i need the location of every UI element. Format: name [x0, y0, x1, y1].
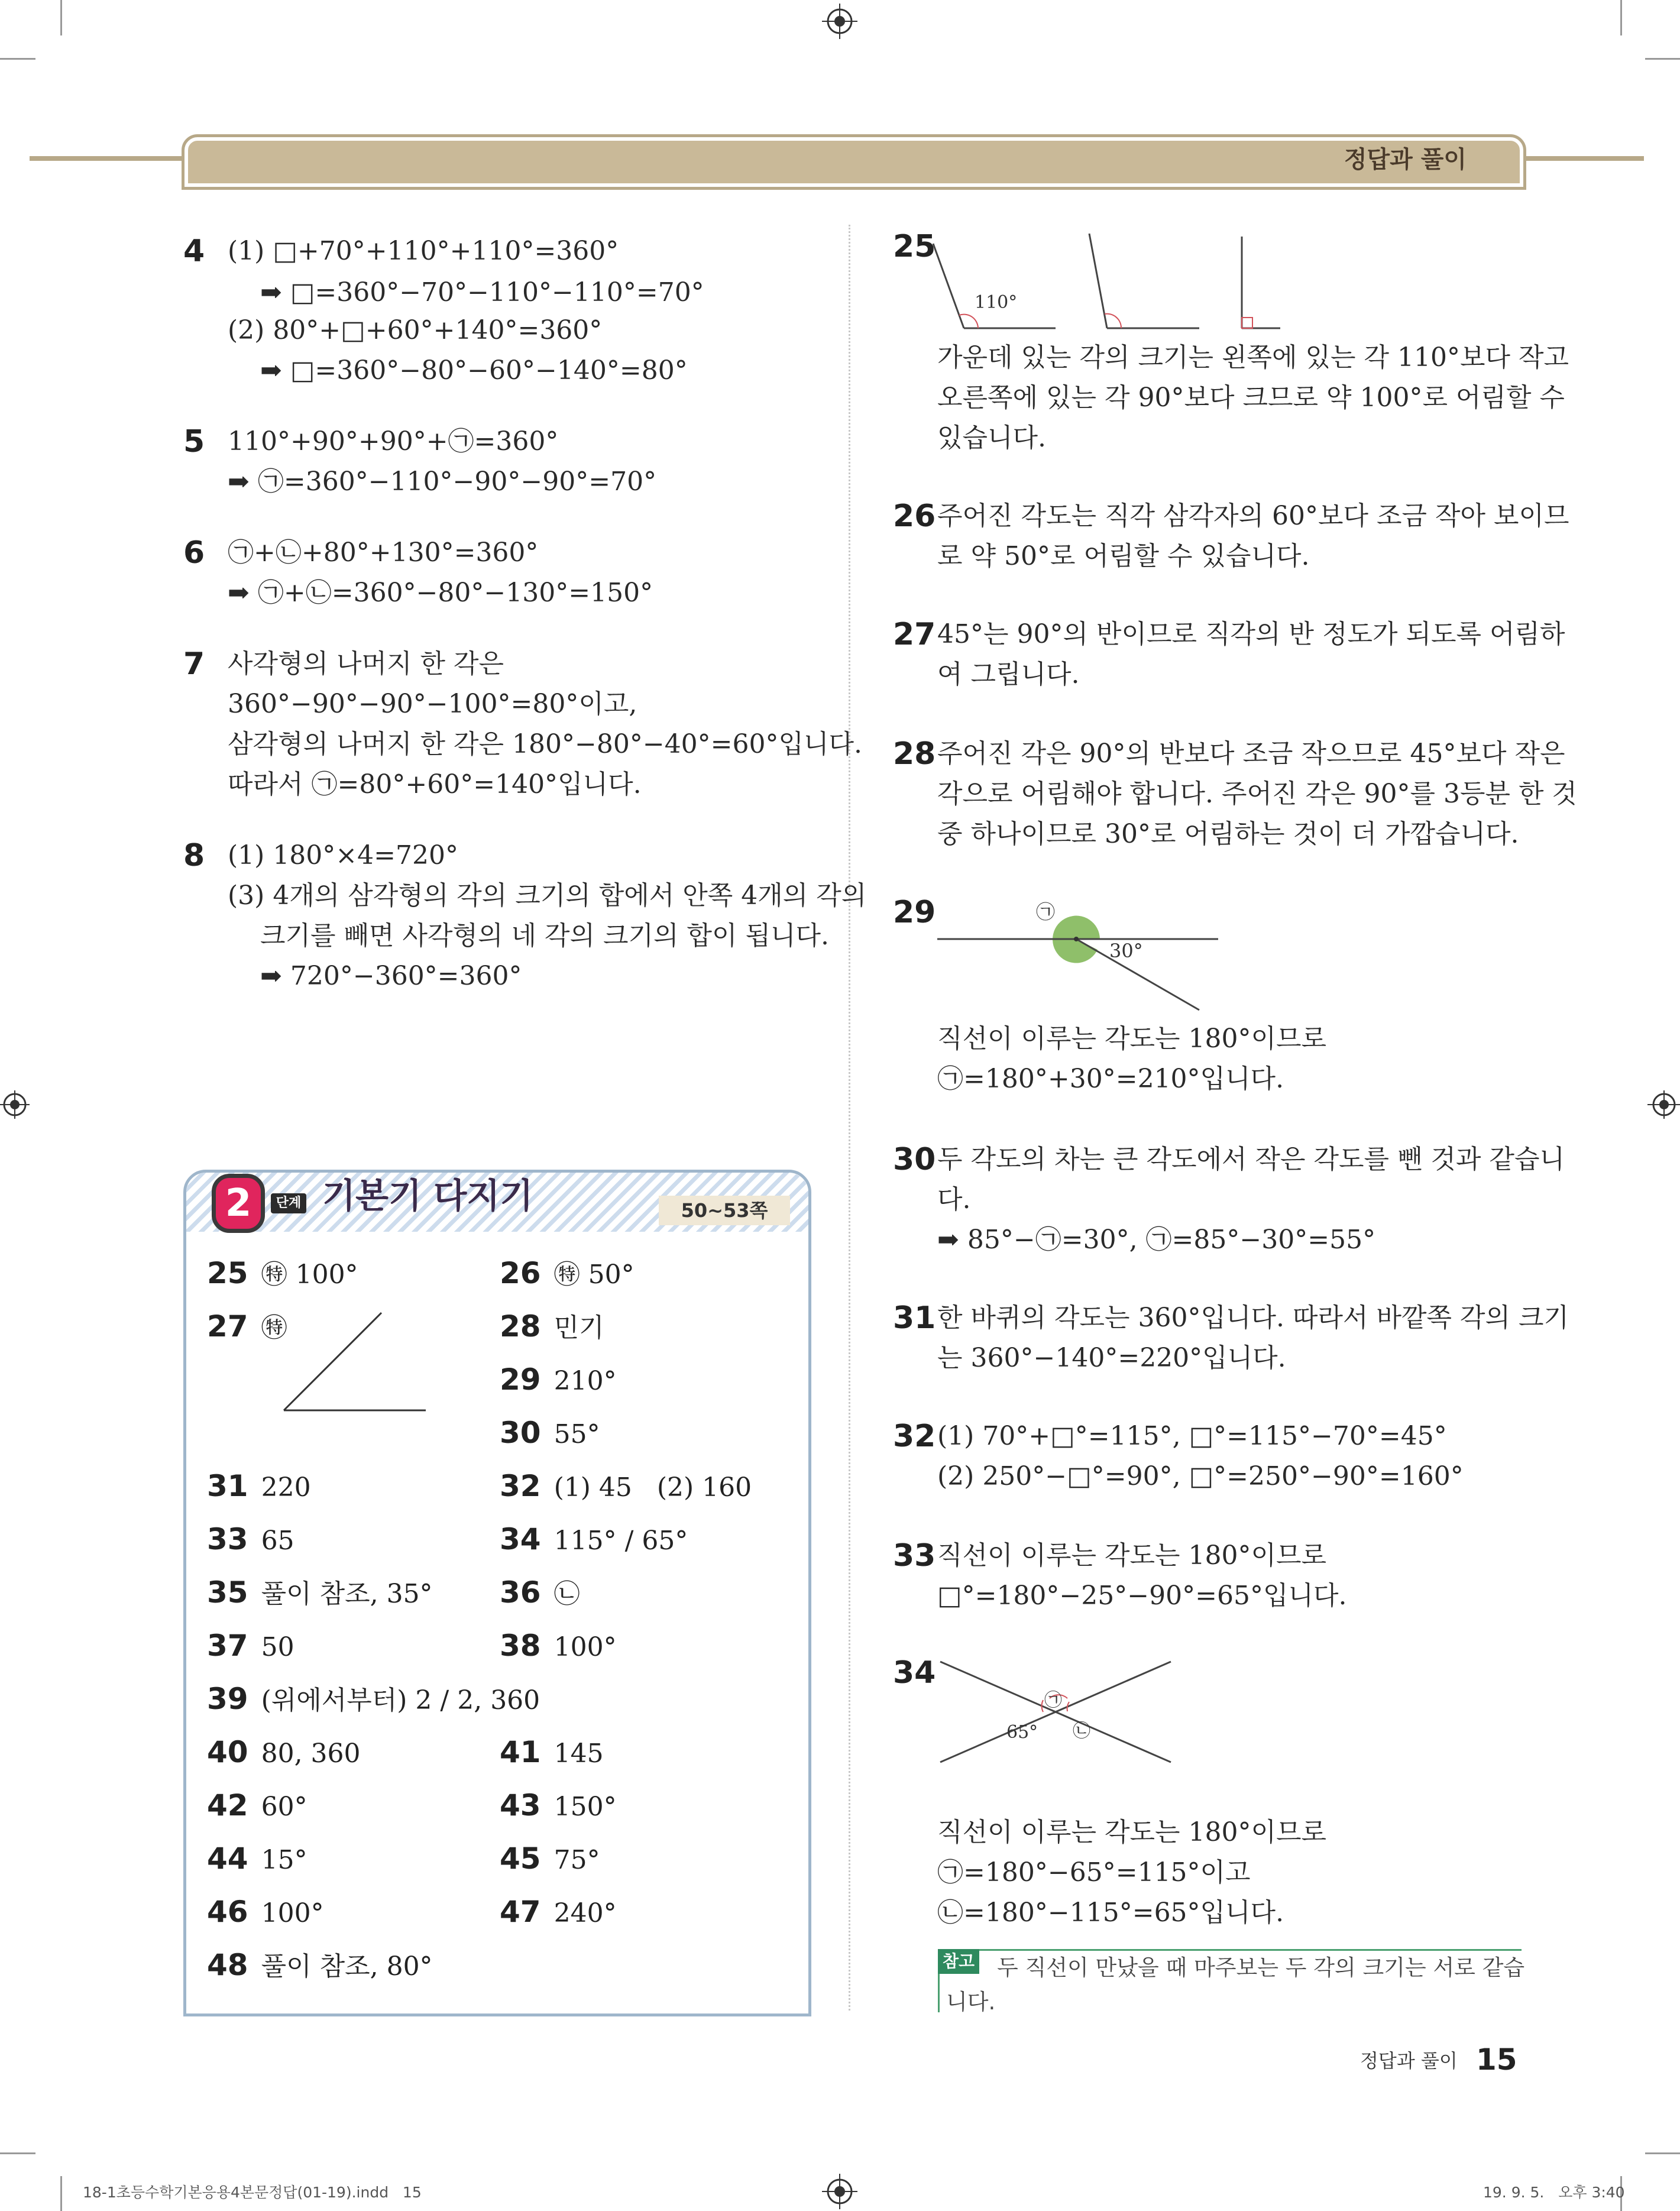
- answer-value: 100°: [553, 1632, 617, 1662]
- answer-number: 31: [207, 1469, 248, 1503]
- problem-number: 29: [893, 895, 936, 930]
- answer-value: (위에서부터) 2 / 2, 360: [261, 1685, 540, 1715]
- solution-line: 주어진 각은 90°의 반보다 조금 작으므로 45°보다 작은: [937, 739, 1565, 769]
- print-date: 19. 9. 5. 오후 3:40: [1483, 2184, 1625, 2201]
- solution-line: 크기를 빼면 사각형의 네 각의 크기의 합이 됩니다.: [260, 921, 829, 951]
- answer-item: [500, 1519, 688, 1562]
- footer-label: 정답과 풀이: [1360, 2050, 1458, 2072]
- solution-line: 각으로 어림해야 합니다. 주어진 각은 90°를 3등분 한 것: [937, 779, 1577, 809]
- solution-line: 두 각도의 차는 큰 각도에서 작은 각도를 뺀 것과 같습니: [937, 1144, 1565, 1174]
- answer-item: [500, 1625, 617, 1668]
- answer-number: 47: [500, 1895, 541, 1929]
- answer-value: 220: [261, 1472, 311, 1503]
- problem-number: 7: [183, 646, 205, 682]
- answer-number: 44: [207, 1841, 248, 1876]
- problem-number: 34: [893, 1655, 936, 1691]
- answer-item: [207, 1731, 361, 1775]
- angle-label-b: 65°: [1006, 1722, 1038, 1743]
- solution-line: 사각형의 나머지 한 각은: [228, 649, 504, 679]
- answer-number: 45: [500, 1841, 541, 1876]
- solution-line: ㉠+㉡+80°+130°=360°: [228, 538, 539, 568]
- answer-number: 36: [500, 1575, 541, 1610]
- step-number: 2: [225, 1181, 252, 1225]
- answer-value: ㊕: [261, 1313, 287, 1343]
- answer-value: 100°: [261, 1898, 324, 1928]
- answer-number: 35: [207, 1575, 248, 1610]
- answer-number: 28: [500, 1309, 541, 1344]
- answer-number: 29: [500, 1362, 541, 1397]
- registration-mark-top: [822, 4, 857, 39]
- solution-line: (2) 250°−□°=90°, □°=250°−90°=160°: [937, 1461, 1464, 1491]
- angle-label-a: ㉠: [1036, 901, 1056, 923]
- answer-item: [500, 1785, 617, 1828]
- crop-mark: [1620, 0, 1622, 35]
- answer-value: 풀이 참조, 80°: [261, 1951, 433, 1982]
- answer-value: 80, 360: [261, 1739, 361, 1769]
- answer-number: 38: [500, 1629, 541, 1663]
- solution-line: (1) 70°+□°=115°, □°=115°−70°=45°: [937, 1421, 1447, 1451]
- solution-line: 110°+90°+90°+㉠=360°: [228, 426, 559, 457]
- answer-value: 50: [261, 1632, 294, 1662]
- answer-item: [500, 1359, 617, 1402]
- answer-item: [207, 1519, 294, 1562]
- answer-number: 43: [500, 1788, 541, 1822]
- answer-item: [500, 1252, 635, 1296]
- answer-value: 210°: [553, 1366, 617, 1396]
- answer-item: [207, 1625, 294, 1668]
- angle-figure-27: [278, 1307, 432, 1419]
- angle-label-b: 30°: [1109, 940, 1143, 962]
- answer-value: 75°: [553, 1845, 600, 1875]
- answer-item: [207, 1678, 540, 1721]
- angle-label-a: ㉠: [1044, 1690, 1062, 1711]
- answer-item: [207, 1252, 358, 1296]
- answer-item: [500, 1412, 600, 1455]
- answer-value: ㊕ 50°: [553, 1260, 635, 1290]
- answer-number: 42: [207, 1788, 248, 1822]
- answer-item: [500, 1306, 604, 1349]
- angle-label-c: ㉡: [1073, 1721, 1090, 1741]
- answer-number: 25: [207, 1256, 248, 1290]
- solution-line: (3) 4개의 삼각형의 각의 크기의 합에서 안쪽 4개의 각의: [228, 880, 867, 911]
- crop-mark: [0, 2152, 35, 2154]
- problem-number: 5: [183, 424, 205, 459]
- answer-number: 26: [500, 1256, 541, 1290]
- solution-line: ➡ ㉠+㉡=360°−80°−130°=150°: [228, 578, 653, 608]
- answer-value: 민기: [553, 1313, 604, 1343]
- answer-item: [500, 1838, 600, 1881]
- answer-value: 풀이 참조, 35°: [261, 1579, 433, 1609]
- answer-number: 39: [207, 1682, 248, 1716]
- answer-item: [207, 1572, 433, 1615]
- angle-figure-25: [928, 231, 1283, 334]
- problem-number: 30: [893, 1142, 936, 1177]
- solution-line: (1) □+70°+110°+110°=360°: [228, 236, 619, 266]
- problem-number: 33: [893, 1538, 936, 1574]
- registration-mark-bottom: [822, 2174, 857, 2209]
- solution-line: 직선이 이루는 각도는 180°이므로: [937, 1024, 1326, 1054]
- answer-number: 27: [207, 1309, 248, 1344]
- answer-item: [500, 1731, 604, 1775]
- problem-number: 25: [893, 229, 936, 264]
- problem-number: 31: [893, 1300, 936, 1336]
- answer-value: 150°: [553, 1792, 617, 1822]
- header-tab: [184, 137, 1523, 187]
- solution-line: 다.: [937, 1184, 971, 1215]
- angle-figure-29: [934, 893, 1218, 1011]
- crop-mark: [60, 2176, 62, 2211]
- solution-line: 한 바퀴의 각도는 360°입니다. 따라서 바깥쪽 각의 크기: [937, 1303, 1569, 1333]
- page-number: 15: [1476, 2042, 1517, 2077]
- answer-item: [500, 1891, 617, 1934]
- answer-item: [207, 1306, 287, 1349]
- answer-value: ㊕ 100°: [261, 1260, 358, 1290]
- solution-line: ㉠=180°+30°=210°입니다.: [937, 1064, 1284, 1094]
- solution-line: ➡ 720°−360°=360°: [260, 961, 522, 991]
- answer-item: [207, 1944, 433, 1987]
- solution-line: 는 360°−140°=220°입니다.: [937, 1343, 1286, 1373]
- answer-item: [207, 1785, 307, 1828]
- solution-line: ➡ □=360°−80°−60°−140°=80°: [260, 355, 688, 386]
- solution-line: □°=180°−25°−90°=65°입니다.: [937, 1581, 1347, 1611]
- step-label: 단계: [271, 1193, 306, 1213]
- solution-line: 360°−90°−90°−100°=80°이고,: [228, 689, 637, 719]
- answer-item: [207, 1465, 311, 1508]
- solution-line: 가운데 있는 각의 크기는 왼쪽에 있는 각 110°보다 작고: [937, 342, 1569, 373]
- answer-value: ㉡: [553, 1579, 580, 1609]
- crop-mark: [1645, 58, 1680, 60]
- solution-line: ㉡=180°−115°=65°입니다.: [937, 1898, 1284, 1928]
- answer-value: 115° / 65°: [553, 1526, 688, 1556]
- answer-number: 41: [500, 1735, 541, 1769]
- answer-item: [500, 1465, 752, 1508]
- solution-line: (1) 180°×4=720°: [228, 840, 459, 870]
- crop-mark: [60, 0, 62, 35]
- answer-box-title: 기본기 다지기: [322, 1176, 533, 1216]
- answer-value: 15°: [261, 1845, 307, 1875]
- solution-line: ㉠=180°−65°=115°이고: [937, 1857, 1251, 1888]
- solution-line: 로 약 50°로 어림할 수 있습니다.: [937, 541, 1310, 571]
- note-text: 두 직선이 만났을 때 마주보는 두 각의 크기는 서로 같습: [997, 1955, 1525, 1980]
- answer-number: 48: [207, 1948, 248, 1982]
- answer-value: 145: [553, 1739, 604, 1769]
- problem-number: 32: [893, 1419, 936, 1454]
- problem-number: 8: [183, 838, 205, 873]
- file-info: 18-1초등수학기본응용4본문정답(01-19).indd 15: [83, 2184, 422, 2201]
- solution-line: 직선이 이루는 각도는 180°이므로: [937, 1817, 1326, 1847]
- answer-value: 55°: [553, 1419, 600, 1449]
- problem-number: 28: [893, 736, 936, 772]
- answer-value: 60°: [261, 1792, 307, 1822]
- answer-value: 240°: [553, 1898, 617, 1928]
- answer-item: [500, 1572, 580, 1615]
- answer-number: 37: [207, 1629, 248, 1663]
- problem-number: 26: [893, 498, 936, 534]
- solution-line: 있습니다.: [937, 423, 1047, 453]
- answer-value: 65: [261, 1526, 294, 1556]
- answer-item: [207, 1838, 307, 1881]
- page-range: 50∼53쪽: [659, 1196, 790, 1225]
- solution-line: 여 그립니다.: [937, 659, 1080, 689]
- note-tag: 참고: [938, 1949, 979, 1974]
- angle-label: 110°: [975, 292, 1018, 313]
- registration-mark-right: [1647, 1087, 1680, 1122]
- problem-number: 27: [893, 617, 936, 652]
- solution-line: 따라서 ㉠=80°+60°=140°입니다.: [228, 769, 642, 799]
- solution-line: ➡ □=360°−70°−110°−110°=70°: [260, 277, 704, 307]
- answer-item: [207, 1891, 324, 1934]
- solution-line: 주어진 각도는 직각 삼각자의 60°보다 조금 작아 보이므: [937, 501, 1569, 531]
- solution-line: 중 하나이므로 30°로 어림하는 것이 더 가깝습니다.: [937, 819, 1519, 849]
- registration-mark-left: [0, 1087, 30, 1122]
- answer-number: 32: [500, 1469, 541, 1503]
- solution-line: 45°는 90°의 반이므로 직각의 반 정도가 되도록 어림하: [937, 619, 1565, 649]
- solution-line: 직선이 이루는 각도는 180°이므로: [937, 1540, 1326, 1571]
- answer-number: 33: [207, 1522, 248, 1556]
- problem-number: 6: [183, 535, 205, 571]
- column-divider: [849, 225, 850, 2011]
- answer-number: 46: [207, 1895, 248, 1929]
- solution-line: 삼각형의 나머지 한 각은 180°−80°−40°=60°입니다.: [228, 729, 863, 759]
- header-title: 정답과 풀이: [1344, 146, 1467, 173]
- solution-line: (2) 80°+□+60°+140°=360°: [228, 315, 603, 345]
- step-badge: [212, 1174, 265, 1233]
- solution-line: 오른쪽에 있는 각 90°보다 크므로 약 100°로 어림할 수: [937, 383, 1565, 413]
- answer-number: 34: [500, 1522, 541, 1556]
- answer-number: 40: [207, 1735, 248, 1769]
- crop-mark: [1645, 2152, 1680, 2154]
- problem-number: 4: [183, 234, 205, 269]
- answer-number: 30: [500, 1416, 541, 1450]
- solution-line: ➡ 85°−㉠=30°, ㉠=85°−30°=55°: [937, 1225, 1376, 1255]
- crop-mark: [0, 58, 35, 60]
- answer-value: (1) 45 (2) 160: [553, 1472, 752, 1503]
- note-text: 니다.: [946, 1989, 996, 2015]
- solution-line: ➡ ㉠=360°−110°−90°−90°=70°: [228, 467, 657, 497]
